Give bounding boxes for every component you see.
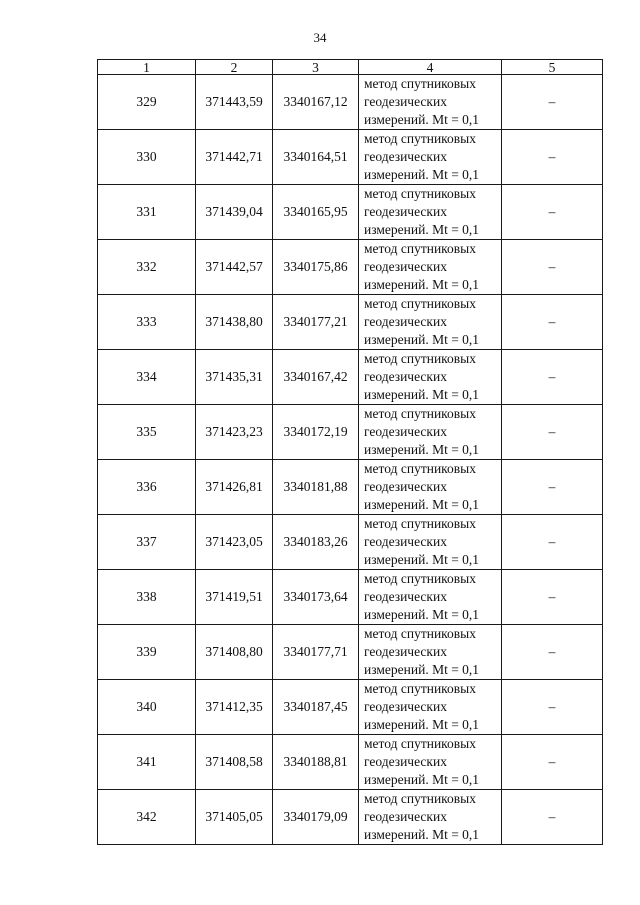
point-number-cell: 332 — [98, 240, 196, 295]
y-coordinate-cell: 3340177,21 — [273, 295, 359, 350]
x-coordinate-cell: 371443,59 — [196, 75, 273, 130]
y-coordinate-cell: 3340167,42 — [273, 350, 359, 405]
method-line: метод спутниковых — [364, 241, 476, 256]
table-row — [98, 515, 603, 570]
method-line: измерений. Mt = 0,1 — [364, 442, 480, 457]
method-line: геодезических — [364, 149, 447, 164]
table-row — [98, 130, 603, 185]
method-line: метод спутниковых — [364, 626, 476, 641]
method-line: метод спутниковых — [364, 791, 476, 806]
note-cell: – — [502, 735, 603, 790]
point-number-cell: 333 — [98, 295, 196, 350]
x-coordinate-cell: 371426,81 — [196, 460, 273, 515]
table-row — [98, 625, 603, 680]
note-cell: – — [502, 75, 603, 130]
y-coordinate-cell: 3340188,81 — [273, 735, 359, 790]
note-cell: – — [502, 240, 603, 295]
method-line: геодезических — [364, 94, 447, 109]
header-col-4: 4 — [359, 60, 502, 75]
y-coordinate-cell: 3340165,95 — [273, 185, 359, 240]
method-line: измерений. Mt = 0,1 — [364, 717, 480, 732]
point-number-cell: 341 — [98, 735, 196, 790]
method-line: измерений. Mt = 0,1 — [364, 332, 480, 347]
y-coordinate-cell: 3340179,09 — [273, 790, 359, 845]
point-number-cell: 335 — [98, 405, 196, 460]
table-row — [98, 570, 603, 625]
method-cell — [359, 790, 502, 845]
y-coordinate-cell: 3340175,86 — [273, 240, 359, 295]
y-coordinate-cell: 3340172,19 — [273, 405, 359, 460]
method-cell — [359, 130, 502, 185]
method-line: метод спутниковых — [364, 461, 476, 476]
y-coordinate-cell: 3340173,64 — [273, 570, 359, 625]
method-cell — [359, 295, 502, 350]
x-coordinate-cell: 371408,80 — [196, 625, 273, 680]
header-col-3: 3 — [273, 60, 359, 75]
method-cell — [359, 350, 502, 405]
method-cell — [359, 680, 502, 735]
table-row — [98, 405, 603, 460]
note-cell: – — [502, 350, 603, 405]
table-row — [98, 790, 603, 845]
method-line: измерений. Mt = 0,1 — [364, 662, 480, 677]
page-number: 34 — [313, 30, 327, 45]
method-cell — [359, 240, 502, 295]
point-number-cell: 339 — [98, 625, 196, 680]
note-cell: – — [502, 790, 603, 845]
header-col-5: 5 — [502, 60, 603, 75]
method-line: метод спутниковых — [364, 131, 476, 146]
method-line: измерений. Mt = 0,1 — [364, 552, 480, 567]
table-row — [98, 680, 603, 735]
y-coordinate-cell: 3340187,45 — [273, 680, 359, 735]
method-line: метод спутниковых — [364, 296, 476, 311]
method-line: геодезических — [364, 809, 447, 824]
note-cell: – — [502, 185, 603, 240]
table-row — [98, 240, 603, 295]
method-line: измерений. Mt = 0,1 — [364, 827, 480, 842]
header-col-1: 1 — [98, 60, 196, 75]
method-line: метод спутниковых — [364, 186, 476, 201]
y-coordinate-cell: 3340167,12 — [273, 75, 359, 130]
method-line: измерений. Mt = 0,1 — [364, 607, 480, 622]
method-cell — [359, 75, 502, 130]
method-line: геодезических — [364, 314, 447, 329]
note-cell: – — [502, 460, 603, 515]
method-line: измерений. Mt = 0,1 — [364, 222, 480, 237]
point-number-cell: 342 — [98, 790, 196, 845]
point-number-cell: 330 — [98, 130, 196, 185]
point-number-cell: 329 — [98, 75, 196, 130]
table-row — [98, 185, 603, 240]
note-cell: – — [502, 680, 603, 735]
x-coordinate-cell: 371423,23 — [196, 405, 273, 460]
x-coordinate-cell: 371412,35 — [196, 680, 273, 735]
note-cell: – — [502, 625, 603, 680]
table-row — [98, 460, 603, 515]
method-line: измерений. Mt = 0,1 — [364, 112, 480, 127]
method-line: измерений. Mt = 0,1 — [364, 387, 480, 402]
method-line: измерений. Mt = 0,1 — [364, 277, 480, 292]
point-number-cell: 338 — [98, 570, 196, 625]
x-coordinate-cell: 371405,05 — [196, 790, 273, 845]
point-number-cell: 334 — [98, 350, 196, 405]
method-line: измерений. Mt = 0,1 — [364, 167, 480, 182]
method-line: метод спутниковых — [364, 406, 476, 421]
x-coordinate-cell: 371419,51 — [196, 570, 273, 625]
x-coordinate-cell: 371439,04 — [196, 185, 273, 240]
x-coordinate-cell: 371442,71 — [196, 130, 273, 185]
y-coordinate-cell: 3340177,71 — [273, 625, 359, 680]
method-line: метод спутниковых — [364, 351, 476, 366]
point-number-cell: 340 — [98, 680, 196, 735]
point-number-cell: 336 — [98, 460, 196, 515]
x-coordinate-cell: 371408,58 — [196, 735, 273, 790]
method-cell — [359, 570, 502, 625]
x-coordinate-cell: 371442,57 — [196, 240, 273, 295]
x-coordinate-cell: 371435,31 — [196, 350, 273, 405]
note-cell: – — [502, 570, 603, 625]
method-line: геодезических — [364, 644, 447, 659]
point-number-cell: 337 — [98, 515, 196, 570]
method-line: измерений. Mt = 0,1 — [364, 497, 480, 512]
header-row — [98, 60, 603, 75]
method-line: метод спутниковых — [364, 571, 476, 586]
table-row — [98, 350, 603, 405]
table-body — [98, 75, 603, 845]
method-line: метод спутниковых — [364, 516, 476, 531]
method-cell — [359, 735, 502, 790]
method-line: геодезических — [364, 754, 447, 769]
coordinates-table — [97, 59, 603, 845]
method-line: геодезических — [364, 369, 447, 384]
method-line: метод спутниковых — [364, 76, 476, 91]
method-cell — [359, 625, 502, 680]
method-cell — [359, 460, 502, 515]
x-coordinate-cell: 371423,05 — [196, 515, 273, 570]
method-line: метод спутниковых — [364, 681, 476, 696]
method-cell — [359, 185, 502, 240]
method-line: геодезических — [364, 204, 447, 219]
note-cell: – — [502, 295, 603, 350]
method-cell — [359, 405, 502, 460]
method-cell — [359, 515, 502, 570]
method-line: геодезических — [364, 699, 447, 714]
table-row — [98, 735, 603, 790]
method-line: геодезических — [364, 259, 447, 274]
method-line: метод спутниковых — [364, 736, 476, 751]
method-line: геодезических — [364, 424, 447, 439]
method-line: геодезических — [364, 589, 447, 604]
x-coordinate-cell: 371438,80 — [196, 295, 273, 350]
method-line: геодезических — [364, 479, 447, 494]
y-coordinate-cell: 3340164,51 — [273, 130, 359, 185]
y-coordinate-cell: 3340181,88 — [273, 460, 359, 515]
table-row — [98, 295, 603, 350]
point-number-cell: 331 — [98, 185, 196, 240]
method-line: геодезических — [364, 534, 447, 549]
note-cell: – — [502, 405, 603, 460]
header-col-2: 2 — [196, 60, 273, 75]
note-cell: – — [502, 130, 603, 185]
method-line: измерений. Mt = 0,1 — [364, 772, 480, 787]
table-row — [98, 75, 603, 130]
y-coordinate-cell: 3340183,26 — [273, 515, 359, 570]
note-cell: – — [502, 515, 603, 570]
